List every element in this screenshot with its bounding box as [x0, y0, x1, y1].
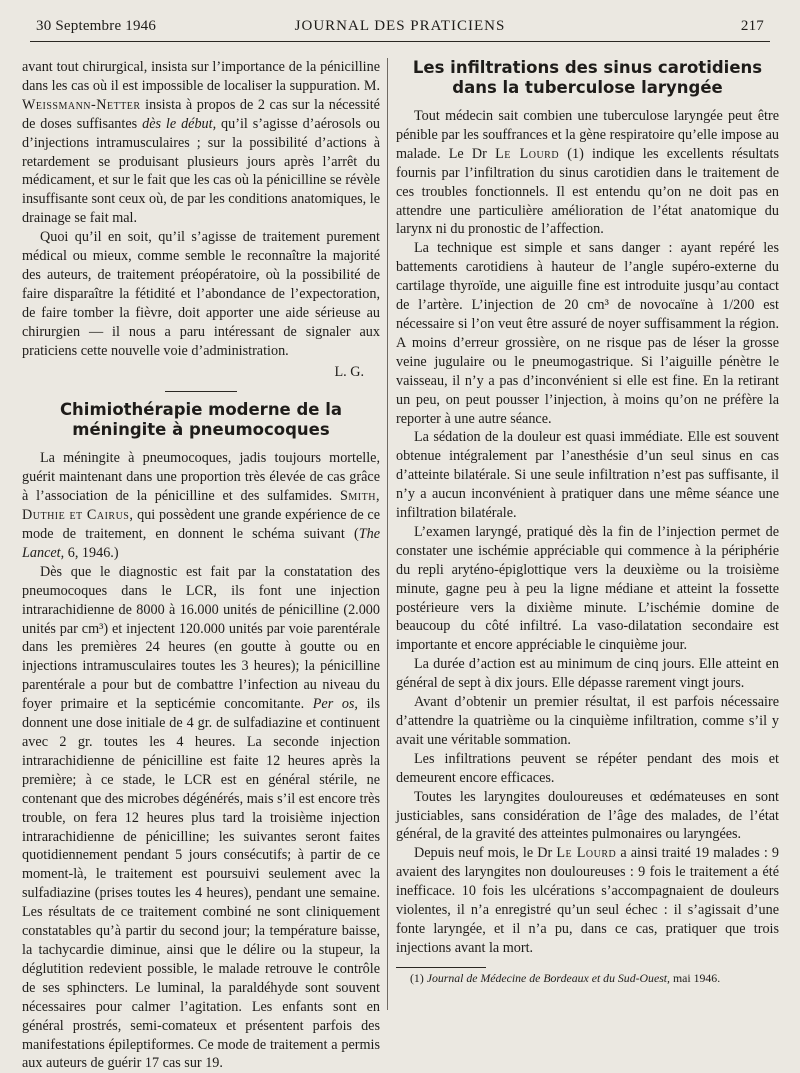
- author-name: Le Lourd: [556, 845, 617, 862]
- header-date: 30 Septembre 1946: [36, 18, 157, 34]
- signature: L. G.: [334, 363, 364, 380]
- page-number: 217: [740, 18, 764, 34]
- infiltrations-paragraph-7: Les infiltrations peuvent se répéter pendant des mois et demeurent encore efficaces.: [396, 750, 779, 786]
- conclusion-paragraph: Quoi qu’il en soit, qu’il s’agisse de traitement purement médical ou mieux, comme semble le reconnaître la majorité des auteurs, de traitement préopératoire, où la possibilité de faire disparaître la fétidité et l’abondance de l’expectoration, de faire tomber la fièvre, doit apporter une aide sérieuse au chirurgien — il nous a paru intéressant de signaler aux praticiens cette nouvelle voie d’administration.: [22, 229, 380, 359]
- article-title-infiltrations: Les infiltrations des sinus carotidiens dans la tuberculose laryngée: [412, 58, 763, 97]
- footnote-rule: [396, 967, 486, 968]
- infiltrations-paragraph-6: Avant d’obtenir un premier résultat, il est parfois nécessaire d’attendre la quatrième ou la cinquième infiltration, comme s’il y avait une véritable sommation.: [396, 694, 779, 748]
- meningite-paragraph-2: Dès que le diagnostic est fait par la constatation des pneumocoques dans le LCR, ils font une injection intrarachidienne de 8000 à 16.000 unités de pénicilline (2.000 unités par cm³) et injectent 120.000 unités par voie parentérale dans les premières 24 heures (en goutte à goutte ou en injections intramusculaires toutes les 3 heures); la pénicilline parentérale a pour but de combattre l’infection au niveau du foyer primaire et la septicémie concomitante. Per os, ils donnent une dose initiale de 4 gr. de sulfadiazine et continuent avec 2 gr. toutes les 4 heures. La seconde injection intrarachidienne de pénicilline est faite 12 heures après la première; à ce stade, le LCR est en général stérile, ne contenant que des microbes dégénérés, mais s’il est encore très trouble, on fera 12 heures plus tard la troisième injection intrarachidienne de pénicilline; les suivantes seront faites quotidiennement pendant 5 jours consécutifs; à partir de ce moment-là, le traitement est poursuivi seulement avec la sulfadiazine (prises toutes les 4 heures), pendant une semaine. Les résultats de ce traitement combiné ne sont cliniquement constatables qu’à partir du second jour; la température baisse, la tachycardie diminue, ainsi que le délire ou la stupeur, la déglutition redevient possible, le malade retrouve le contrôle de ses sphincters. Le luminal, la paraldéhyde sont souvent nécessaires pour calmer l’agitation. Les enfants sont en général prostrés, semi-comateux et présentent parfois des manifestations épileptiformes. Ce mode de traitement a permis aux auteurs de guérir 17 cas sur 19.: [22, 563, 380, 1072]
- column-divider: [387, 58, 388, 1010]
- article-title-meningite: Chimiothérapie moderne de la méningite à pneumocoques: [59, 400, 343, 439]
- meningite-paragraph-1: La méningite à pneumocoques, jadis toujours mortelle, guérit maintenant dans une proportion très élevée de cas grâce à l’association de la pénicilline et des sulfamides. Smith, Duthie et Cairus, qui possèdent une grande expérience de ce mode de traitement, en donnent le schéma suivant (The Lancet, 6, 1946.): [22, 450, 380, 561]
- journal-title: JOURNAL DES PRATICIENS: [294, 18, 506, 34]
- left-column: [22, 58, 380, 1073]
- infiltrations-paragraph-8: Toutes les laryngites douloureuses et œdémateuses en sont justiciables, sans considération de l’âge des malades, de l’état général, de la gravité des atteintes pulmonaires ou laryngées.: [396, 788, 779, 843]
- author-name: Le Lourd: [495, 145, 560, 162]
- infiltrations-paragraph-3: La sédation de la douleur est quasi immédiate. Elle est souvent obtenue intégralement par l’anesthésie d’un seul sinus en cas d’atteinte bilatérale. Si une seule infiltration n’est pas suffisante, il n’y a aucun inconvénient à pratiquer dans une même séance une infiltration bilatérale.: [396, 429, 779, 522]
- infiltrations-paragraph-1: Tout médecin sait combien une tuberculose laryngée peut être pénible par les souffrances et la gène respiratoire qu’elle impose au malade. Le Dr Le Lourd (1) indique les excellents résultats fournis par l’infiltration du sinus carotidien dans le traitement de ces troubles fonctionnels. Il est entendu qu’on ne doit pas en attendre une particulière amélioration de l’état anatomique du larynx ni du pronostic de l’affection.: [396, 108, 779, 238]
- footnote-journal: Journal de Médecine de Bordeaux et du Sud-Ouest,: [426, 970, 671, 985]
- section-divider: [165, 391, 237, 392]
- infiltrations-paragraph-5: La durée d’action est au minimum de cinq jours. Elle atteint en général de sept à dix jours. Elle dépasse rarement vingt jours.: [396, 656, 779, 692]
- infiltrations-paragraph-4: L’examen laryngé, pratiqué dès la fin de l’injection permet de constater une ischémie appréciable qui commence à la périphérie du repli aryténo-épiglottique vers la deuxième ou la troisième minute, gagne peu à peu la ligne médiane et atteint la fossette postérieure vers la dixième minute. L’ischémie domine de beaucoup du côté infiltré. La vaso-dilatation secondaire est importante et encore appréciable le cinquième jour.: [396, 523, 779, 654]
- author-name: Weissmann-Netter: [22, 96, 141, 113]
- header-rule: [30, 41, 770, 42]
- footnote: (1) Journal de Médecine de Bordeaux et du Sud-Ouest, mai 1946.: [410, 970, 721, 985]
- author-names: Smith, Duthie et Cairus,: [22, 488, 380, 524]
- infiltrations-paragraph-2: La technique est simple et sans danger : ayant repéré les battements carotidiens à hauteur de l’angle supéro-externe du cartilage thyroïde, une aiguille fine est introduite jusqu’au contact de l’artère. L’injection de 20 cm³ de novocaïne à 1/200 est nécessaire si l’on veut être assuré de noyer suffisamment la région. A moins d’erreur grossière, on ne risque pas de léser la grosse veine jugulaire ou le pneumogastrique. Si l’aiguille pénètre le vaisseau, il n’y a pas d’inconvénient si elle est fine. En la retirant un peu, on peut pousser l’injection, à moins qu’on ne préfère la reporter à une autre séance.: [396, 240, 779, 427]
- right-column: [396, 58, 779, 986]
- infiltrations-paragraph-9: Depuis neuf mois, le Dr Le Lourd a ainsi traité 19 malades : 9 avaient des laryngites non douloureuses : 9 fois le traitement a été inefficace. 10 fois les ulcérations s’accompagnaient de douleurs violentes, il n’a enregistré qu’un seul échec : il s’agissait d’une fonte laryngée, et il n’a pu, dans ce cas, pratiquer que trois injections avant la mort.: [396, 845, 779, 956]
- page-header: [36, 16, 764, 38]
- cited-journal: The Lancet,: [22, 526, 380, 561]
- intro-paragraph: avant tout chirurgical, insista sur l’importance de la pénicilline dans les cas où il est impossible de localiser la suppuration. M. Weissmann-Netter insista à propos de 2 cas sur la nécessité de doses suffisantes dès le début, qu’il s’agisse d’aérosols ou d’injections intramusculaires ; sur la possibilité d’actions à retardement se produisant plusieurs jours après l’arrêt du médicament, et sur le fait que les cas où la pénicilline se révèle insuffisante sont ceux où, de par les conditions anatomiques, le drainage se fait mal.: [22, 59, 381, 227]
